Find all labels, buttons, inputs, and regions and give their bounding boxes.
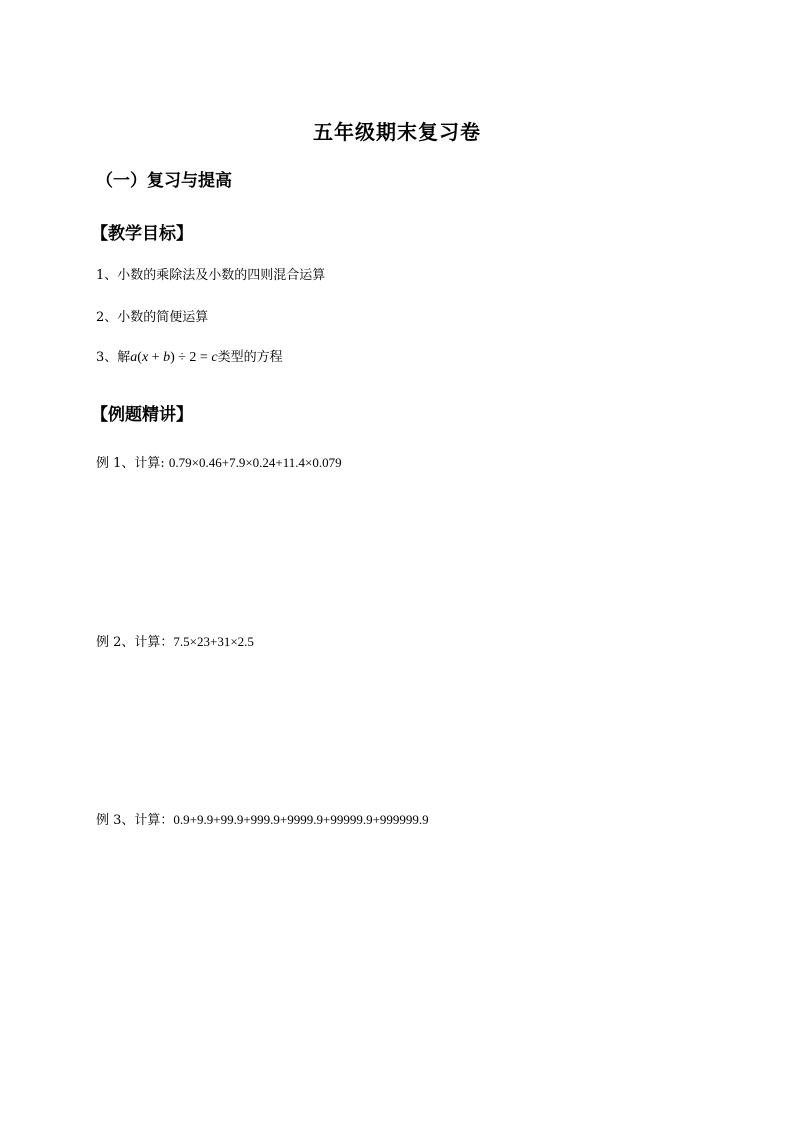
example-1-expression: 0.79×0.46+7.9×0.24+11.4×0.079 — [168, 455, 342, 470]
objective-3-prefix: 3、解 — [96, 350, 131, 365]
examples-heading: 【例题精讲】 — [91, 405, 193, 425]
objectives-heading: 【教学目标】 — [91, 224, 193, 244]
example-3 — [96, 809, 429, 828]
objective-item-1: 1、小数的乘除法及小数的四则混合运算 — [96, 268, 326, 283]
example-2-label: 例 2、计算： — [96, 635, 174, 650]
example-1 — [96, 452, 342, 471]
example-1-label: 例 1、计算: — [96, 456, 169, 471]
document-title: 五年级期末复习卷 — [313, 120, 481, 144]
example-2-expression: 7.5×23+31×2.5 — [173, 634, 254, 649]
example-2 — [96, 631, 254, 650]
objective-item-3 — [96, 346, 283, 366]
objective-item-2: 2、小数的简便运算 — [96, 310, 209, 325]
objective-3-suffix: 类型的方程 — [217, 350, 283, 365]
equation-formula: a(x + b) ÷ 2 = c — [130, 350, 218, 365]
example-3-label: 例 3、计算： — [96, 813, 174, 828]
example-3-expression: 0.9+9.9+99.9+999.9+9999.9+99999.9+999999.9 — [173, 812, 429, 827]
section-heading: （一）复习与提高 — [96, 171, 232, 191]
